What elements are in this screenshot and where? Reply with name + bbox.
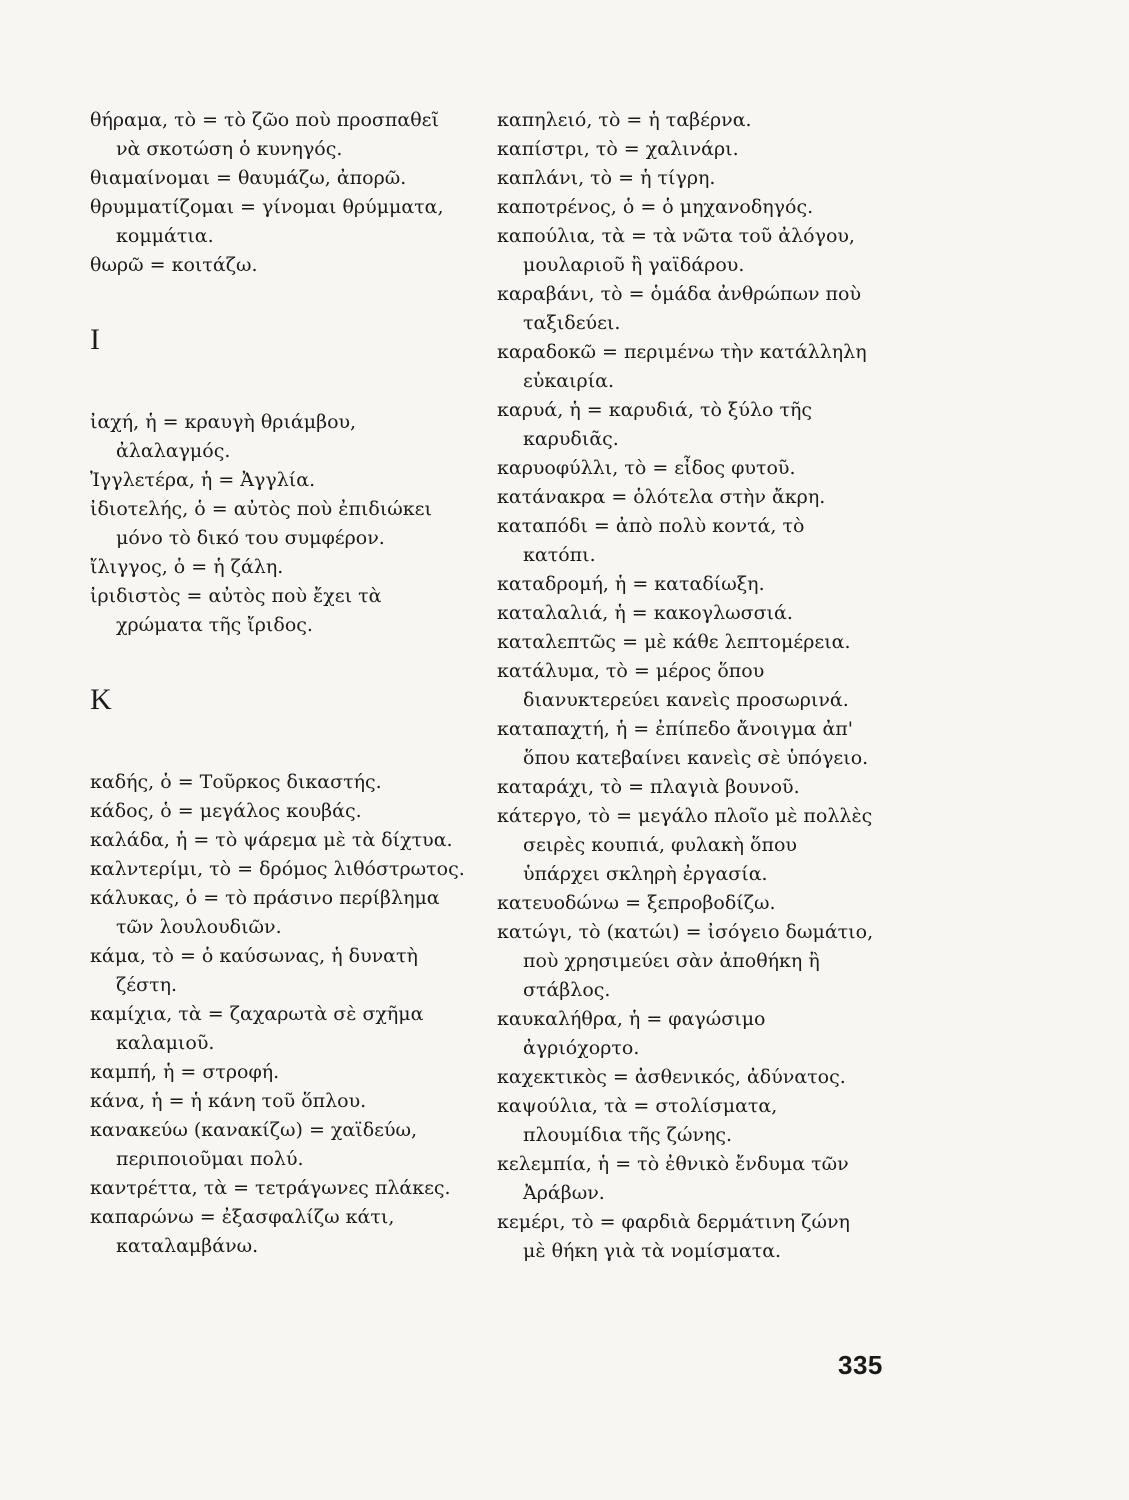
entries-kappa [90,768,468,1261]
glossary-entry: κατάλυμα, τὸ = μέρος ὅπου διανυκτερεύει κανεὶς προσωρινά. [497,660,849,711]
glossary-entry: θιαμαίνομαι = θαυμάζω, ἀπορῶ. [90,167,407,189]
glossary-entry: καντρέττα, τὰ = τετράγωνες πλάκες. [90,1177,451,1199]
glossary-entry: καμπή, ἡ = στροφή. [90,1061,280,1083]
glossary-entry: καταλαλιά, ἡ = κακογλωσσιά. [497,602,793,624]
glossary-entry: κάλυκας, ὁ = τὸ πράσινο περίβλημα τῶν λουλουδιῶν. [90,887,440,938]
glossary-entry: καταράχι, τὸ = πλαγιὰ βουνοῦ. [497,776,800,798]
glossary-entry: καπαρώνω = ἐξασφαλίζω κάτι, καταλαμβάνω. [90,1206,395,1257]
glossary-entry: καποτρένος, ὁ = ὁ μηχανοδηγός. [497,196,814,218]
glossary-entry: ἴλιγγος, ὁ = ἡ ζάλη. [90,556,284,578]
glossary-entry: καταλεπτῶς = μὲ κάθε λεπτομέρεια. [497,631,851,653]
glossary-entry: κανακεύω (κανακίζω) = χαϊδεύω, περιποιοῦμαι πολύ. [90,1119,418,1170]
glossary-entry: καυκαλήθρα, ἡ = φαγώσιμο ἀγριόχορτο. [497,1008,766,1059]
glossary-entry: κατάνακρα = ὁλότελα στὴν ἄκρη. [497,486,826,508]
glossary-entry: καταδρομή, ἡ = καταδίωξη. [497,573,765,595]
glossary-entry: καλντερίμι, τὸ = δρόμος λιθόστρωτος. [90,858,465,880]
glossary-entry: θρυμματίζομαι = γίνομαι θρύμματα, κομμάτια. [90,196,444,247]
glossary-entry: θήραμα, τὸ = τὸ ζῶο ποὺ προσπαθεῖ νὰ σκοτώση ὁ κυνηγός. [90,109,439,160]
glossary-entry: καραβάνι, τὸ = ὁμάδα ἀνθρώπων ποὺ ταξιδεύει. [497,283,862,334]
section-heading-iota: Ι [90,323,100,356]
glossary-entry: Ἰγγλετέρα, ἡ = Ἀγγλία. [90,469,316,491]
glossary-entry: καραδοκῶ = περιμένω τὴν κατάλληλη εὐκαιρία. [497,341,867,392]
glossary-entry: κάτεργο, τὸ = μεγάλο πλοῖο μὲ πολλὲς σειρὲς κουπιά, φυλακὴ ὅπου ὑπάρχει σκληρὴ ἐργασία. [497,805,873,885]
glossary-entry: ἰαχή, ἡ = κραυγὴ θριάμβου, ἀλαλαγμός. [90,411,357,462]
glossary-entry: καπλάνι, τὸ = ἡ τίγρη. [497,167,716,189]
glossary-entry: κατώγι, τὸ (κατώι) = ἰσόγειο δωμάτιο, ποὺ χρησιμεύει σὰν ἀποθήκη ἢ στάβλος. [497,921,874,1001]
glossary-entry: καχεκτικὸς = ἀσθενικός, ἀδύνατος. [497,1066,846,1088]
section-heading-kappa: Κ [90,683,112,716]
glossary-entry: κάνα, ἡ = ἡ κάνη τοῦ ὅπλου. [90,1090,367,1112]
glossary-entry: καμίχια, τὰ = ζαχαρωτὰ σὲ σχῆμα καλαμιοῦ. [90,1003,424,1054]
glossary-entry: θωρῶ = κοιτάζω. [90,254,258,276]
right-column [497,106,875,1266]
glossary-entry: καταπόδι = ἀπὸ πολὺ κοντά, τὸ κατόπι. [497,515,805,566]
entries-iota [90,408,468,640]
left-column [90,106,468,1261]
glossary-entry: κατευοδώνω = ξεπροβοδίζω. [497,892,776,914]
glossary-entry: καρυά, ἡ = καρυδιά, τὸ ξύλο τῆς καρυδιᾶς. [497,399,813,450]
glossary-entry: ἰδιοτελής, ὁ = αὐτὸς ποὺ ἐπιδιώκει μόνο τὸ δικό του συμφέρον. [90,498,432,549]
glossary-entry: καλάδα, ἡ = τὸ ψάρεμα μὲ τὰ δίχτυα. [90,829,453,851]
glossary-entry: ἰριδιστὸς = αὐτὸς ποὺ ἔχει τὰ χρώματα τῆς ἴριδος. [90,585,382,636]
glossary-entry: κεμέρι, τὸ = φαρδιὰ δερμάτινη ζώνη μὲ θήκη γιὰ τὰ νομίσματα. [497,1211,850,1262]
glossary-entry: κάμα, τὸ = ὁ καύσωνας, ἡ δυνατὴ ζέστη. [90,945,418,996]
glossary-entry: καπηλειό, τὸ = ἡ ταβέρνα. [497,109,752,131]
page-number: 335 [838,1350,883,1380]
glossary-entry: καψούλια, τὰ = στολίσματα, πλουμίδια τῆς ζώνης. [497,1095,778,1146]
glossary-entry: κελεμπία, ἡ = τὸ ἐθνικὸ ἔνδυμα τῶν Ἀράβων. [497,1153,849,1204]
entries-theta [90,106,468,280]
glossary-entry: καταπαχτή, ἡ = ἐπίπεδο ἄνοιγμα ἀπ' ὅπου κατεβαίνει κανεὶς σὲ ὑπόγειο. [497,718,869,769]
glossary-entry: κάδος, ὁ = μεγάλος κουβάς. [90,800,362,822]
glossary-entry: καδής, ὁ = Τοῦρκος δικαστής. [90,771,382,793]
glossary-entry: καρυοφύλλι, τὸ = εἶδος φυτοῦ. [497,457,796,479]
glossary-entry: καπούλια, τὰ = τὰ νῶτα τοῦ ἀλόγου, μουλαριοῦ ἢ γαϊδάρου. [497,225,855,276]
glossary-entry: καπίστρι, τὸ = χαλινάρι. [497,138,739,160]
